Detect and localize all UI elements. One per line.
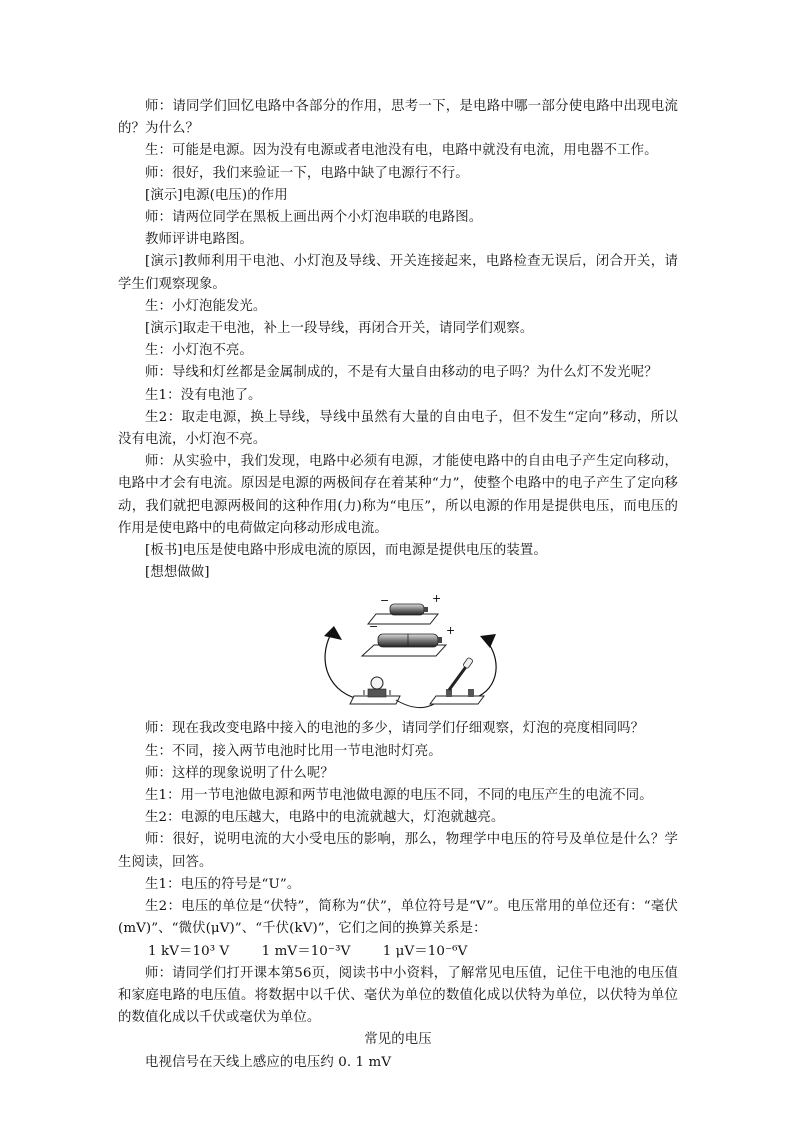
paragraph: 生2：取走电源，换上导线，导线中虽然有大量的自由电子，但不发生“定向”移动，所以没有电流，小灯泡不亮。 [118, 409, 678, 448]
paragraph: 师：请同学们打开课本第56页，阅读书中小资料，了解常见电压值，记住干电池的电压值和家庭电路的电压值。将数据中以千伏、毫伏为单位的数值化成以伏特为单位，以伏特为单位的数值化成以千伏或毫伏为单位。 [118, 965, 678, 1026]
plus-label: + [446, 624, 456, 638]
minus-label: − [380, 594, 390, 608]
paragraph: 教师评讲电路图。 [145, 232, 253, 248]
section-title: 常见的电压 [364, 1032, 432, 1048]
lamp-on-base [350, 677, 400, 704]
right-arrow [480, 634, 496, 648]
paragraph: 生1：用一节电池做电源和两节电池做电源的电压不同，不同的电压产生的电流不同。 [145, 788, 653, 804]
single-battery-plate [368, 592, 441, 624]
left-wire [325, 632, 364, 700]
paragraph: 师：现在我改变电路中接入的电池的多少，请同学们仔细观察，灯泡的亮度相同吗？ [145, 721, 645, 737]
paragraph: [演示]电源(电压)的作用 [145, 187, 288, 203]
battery-circuit-figure [118, 590, 678, 714]
paragraph: 生：可能是电源。因为没有电源或者电池没有电，电路中就没有电流，用电器不工作。 [145, 143, 658, 159]
double-battery-plate [362, 620, 455, 656]
paragraph: 师：从实验中，我们发现，电路中必须有电源，才能使电路中的自由电子产生定向移动，电路中才会有电流。原因是电源的两极间存在着某种“力”，使整个电路中的电子产生了定向移动，我们就把电源两极间的这种作用(力)称为“电压”，所以电源的作用是提供电压，而电压的作用是使电路中的电荷做定向移动形成电流。 [118, 454, 678, 536]
circuit-illustration [318, 590, 518, 714]
paragraph: 师：很好，说明电流的大小受电压的影响，那么，物理学中电压的符号及单位是什么？学生阅读，回答。 [118, 832, 678, 870]
formula-kv: 1 kV＝10³ V [148, 943, 230, 959]
paragraph: 师：导线和灯丝都是金属制成的，不是有大量自由移动的电子吗？为什么灯不发光呢？ [145, 365, 658, 381]
paragraph: 师：这样的现象说明了什么呢？ [145, 765, 334, 781]
paragraph: 生：小灯泡不亮。 [145, 343, 253, 359]
left-arrow [324, 626, 342, 640]
paragraph: 生：小灯泡能发光。 [145, 298, 267, 314]
paragraph: 师：请两位同学在黑板上画出两个小灯泡串联的电路图。 [145, 210, 483, 226]
paragraph: 生：不同，接入两节电池时比用一节电池时灯亮。 [145, 743, 442, 759]
paragraph: 生1：没有电池了。 [145, 387, 262, 403]
formula-mv: 1 mV＝10⁻³V [261, 943, 351, 959]
paragraph: 电视信号在天线上感应的电压约 0. 1 mV [145, 1054, 392, 1070]
paragraph: 生2：电压的单位是“伏特”，简称为“伏”，单位符号是“V”。电压常用的单位还有：“毫伏(mV)”、“微伏(μV)”、“千伏(kV)”，它们之间的换算关系是： [118, 899, 678, 937]
paragraph: 生2：电源的电压越大，电路中的电流就越大，灯泡就越亮。 [145, 810, 505, 826]
paragraph: [想想做做] [145, 565, 210, 581]
paragraph: [板书]电压是使电路中形成电流的原因，而电源是提供电压的装置。 [145, 543, 547, 559]
paragraph: [演示]取走干电池，补上一段导线，再闭合开关，请同学们观察。 [145, 321, 534, 337]
formula-uv: 1 μV＝10⁻⁶V [382, 943, 468, 959]
paragraph: [演示]教师利用干电池、小灯泡及导线、开关连接起来，电路检查无误后，闭合开关，请学生们观察现象。 [118, 254, 678, 292]
unit-conversion-formulas [118, 941, 678, 963]
paragraph: 师：请同学们回忆电路中各部分的作用，思考一下，是电路中哪一部分使电路中出现电流的？为什么？ [118, 99, 678, 137]
plus-label: + [432, 592, 442, 606]
minus-label: − [369, 620, 379, 634]
paragraph: 师：很好，我们来验证一下，电路中缺了电源行不行。 [145, 165, 469, 181]
paragraph: 生1：电压的符号是“U”。 [145, 876, 301, 892]
document-body [118, 96, 678, 1074]
knife-switch [430, 658, 484, 705]
